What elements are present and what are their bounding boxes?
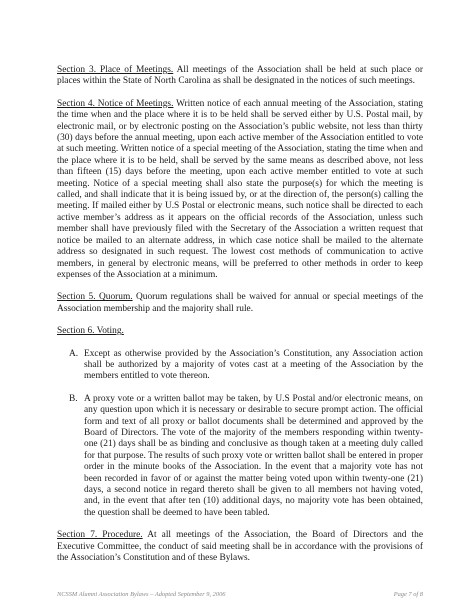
footer-document-title: NCSSM Alumni Association Bylaws – Adopted September 9, 2006: [57, 591, 226, 598]
section-4-heading: Section 4. Notice of Meetings.: [57, 98, 174, 109]
list-item: [57, 394, 423, 519]
section-7-heading: Section 7. Procedure.: [57, 530, 143, 541]
list-item-text: Except as otherwise provided by the Association’s Constitution, any Association action shall be authorized by a majority of votes cast at a meeting of the Association by the members entitled to vote thereon.: [84, 348, 423, 382]
section-5-heading: Section 5. Quorum.: [57, 292, 133, 303]
list-item-marker: B.: [69, 393, 78, 404]
section-7: [57, 530, 423, 564]
section-6: [57, 326, 423, 337]
section-7-body: At all meetings of the Association, the Board of Directors and the Executive Committee, the conduct of said meeting shall be in accordance with the provisions of the Association’s Constitution and of these Bylaws.: [57, 530, 424, 564]
section-5: [57, 292, 423, 315]
section-6-heading: Section 6. Voting.: [57, 326, 124, 337]
list-item-marker: A.: [69, 348, 79, 359]
section-3-heading: Section 3. Place of Meetings.: [57, 65, 174, 75]
list-item: [57, 349, 423, 383]
document-body: [57, 65, 423, 575]
section-4: [57, 99, 423, 282]
list-item-text: A proxy vote or a written ballot may be taken, by U.S Postal and/or electronic means, on any question upon which it is necessary or desirable to secure prompt action. The official form and text of all proxy or ballot documents shall be determined and approved by the Board of Directors. The vote of the majority of the members responding within twenty-one (21) days shall be as binding and conclusive as though taken at a meeting duly called for that purpose. The results of such proxy vote or written ballot shall be entered in proper order in the minute books of the Association. In the event that a majority vote has not been recorded in favor of or against the matter being voted upon within twenty-one (21) days, a second notice in regard thereto shall be given to all members not having voted, and, in the event that after ten (10) additional days, no majority vote has been obtained, the question shall be deemed to have been tabled.: [84, 393, 423, 518]
page-footer: [57, 591, 423, 598]
footer-page-number: Page 7 of 8: [393, 591, 423, 598]
section-3-body: All meetings of the Association shall be held at such place or places within the State of North Carolina as shall be designated in the notices of such meetings.: [57, 65, 423, 87]
section-4-body: Written notice of each annual meeting of the Association, stating the time when and the place where it is to be held shall be served either by U.S. Postal mail, by electronic mail, or by electronic posting on the Association’s public website, not less than thirty (30) days before the annual meeting, upon each active member of the Association entitled to vote at such meeting. Written notice of a special meeting of the Association, stating the time when and the place where it is to be held, shall be served by the same means as described above, not less than fifteen (15) days before the meeting, upon each active member entitled to vote at such meeting. Notice of a special meeting shall also state the purpose(s) for which the meeting is called, and shall indicate that it is being issued by, or at the direction of, the person(s) calling the meeting. If mailed either by U.S Postal or electronic means, such notice shall be directed to each active member’s address as it appears on the official records of the Association, unless such member shall have previously filed with the Secretary of the Association a written request that notice be mailed to an alternate address, in which case notice shall be mailed to the alternate address so designated in such request. The lowest cost methods of communication to active members, in general by electronic means, will be preferred to other methods in order to keep expenses of the Association at a minimum.: [57, 98, 423, 280]
section-3: [57, 65, 423, 88]
section-6-list: [57, 349, 423, 520]
section-5-body: Quorum regulations shall be waived for annual or special meetings of the Association membership and the majority shall rule.: [57, 292, 423, 314]
